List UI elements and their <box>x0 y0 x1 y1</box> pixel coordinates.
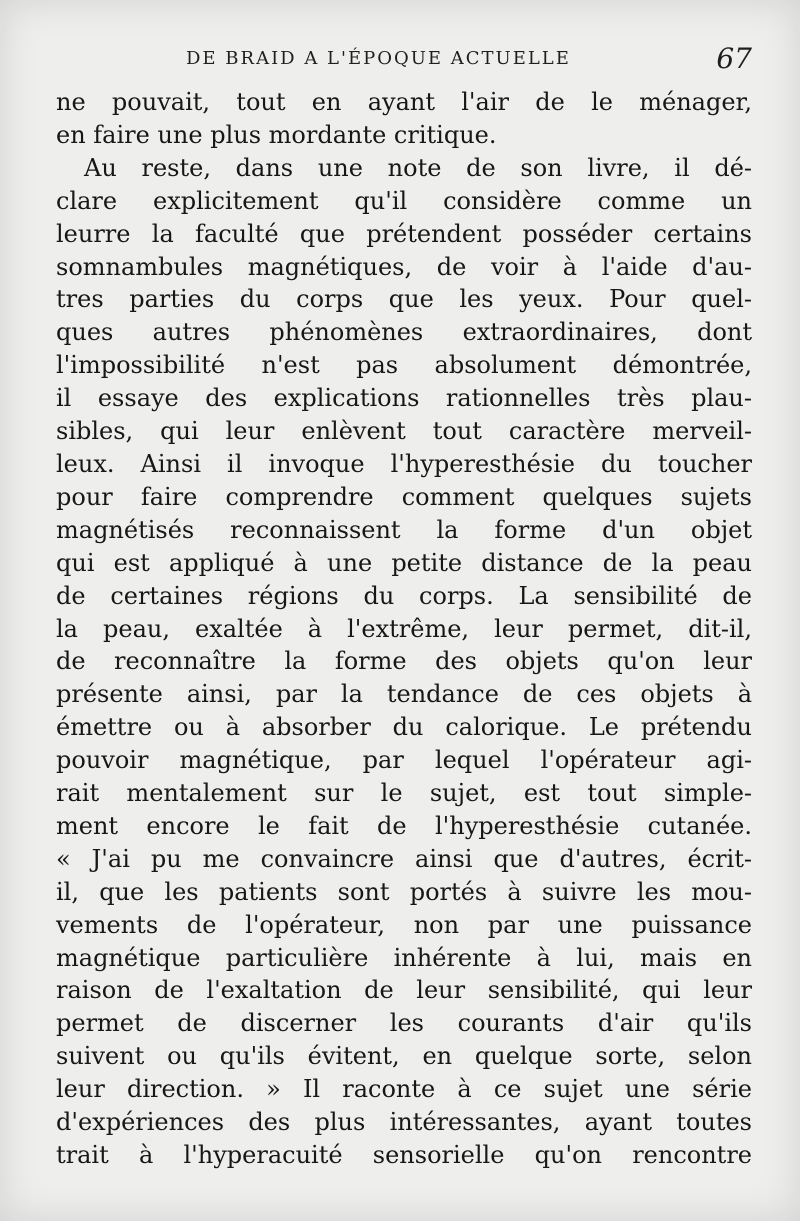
text-line: magnétique particulière inhérente à lui, mais en <box>56 943 752 972</box>
text-line: la peau, exaltée à l'extrême, leur permet, dit-il, <box>56 614 752 643</box>
text-line: de certaines régions du corps. La sensibilité de <box>56 581 752 610</box>
text-line: tres parties du corps que les yeux. Pour quel- <box>56 285 752 314</box>
text-line: en faire une plus mordante critique. <box>56 120 497 149</box>
text-line: ne pouvait, tout en ayant l'air de le ménager, <box>56 88 752 116</box>
text-line: leux. Ainsi il invoque l'hyperesthésie du toucher <box>56 449 752 478</box>
text-line: magnétisés reconnaissent la forme d'un objet <box>56 515 752 544</box>
text-line: l'impossibilité n'est pas absolument démontrée, <box>56 351 752 380</box>
text-line: ques autres phénomènes extraordinaires, dont <box>56 318 752 347</box>
text-line: pour faire comprendre comment quelques sujets <box>56 482 752 511</box>
text-line: « J'ai pu me convaincre ainsi que d'autres, écrit- <box>56 844 752 873</box>
text-line: ment encore le fait de l'hyperesthésie cutanée. <box>56 811 752 840</box>
text-line: il, que les patients sont portés à suivre les mou- <box>56 877 752 906</box>
text-line: présente ainsi, par la tendance de ces objets à <box>56 680 752 709</box>
text-line: leur direction. » Il raconte à ce sujet une série <box>56 1075 752 1104</box>
text-line: d'expériences des plus intéressantes, ayant toutes <box>56 1108 752 1137</box>
page-header <box>56 42 752 76</box>
text-line: leurre la faculté que prétendent posséder certains <box>56 219 752 248</box>
text-line: vements de l'opérateur, non par une puissance <box>56 910 752 939</box>
text-line: raison de l'exaltation de leur sensibilité, qui leur <box>56 976 752 1005</box>
text-line: clare explicitement qu'il considère comme un <box>56 186 752 215</box>
page-number: 67 <box>716 42 752 75</box>
text-line: suivent ou qu'ils évitent, en quelque sorte, selon <box>56 1042 752 1071</box>
text-line: qui est appliqué à une petite distance de la peau <box>56 548 752 577</box>
running-head: DE BRAID A L'ÉPOQUE ACTUELLE <box>186 48 571 69</box>
text-line: somnambules magnétiques, de voir à l'aide d'au- <box>56 252 752 281</box>
body-text <box>56 86 752 1172</box>
text-line: trait à l'hyperacuité sensorielle qu'on rencontre <box>56 1141 752 1169</box>
text-line: émettre ou à absorber du calorique. Le prétendu <box>56 713 752 742</box>
text-line: de reconnaître la forme des objets qu'on leur <box>56 647 752 676</box>
text-line: il essaye des explications rationnelles très plau- <box>56 384 752 413</box>
text-line: Au reste, dans une note de son livre, il dé- <box>84 153 752 182</box>
text-line: permet de discerner les courants d'air qu'ils <box>56 1009 752 1038</box>
text-line: sibles, qui leur enlèvent tout caractère merveil- <box>56 417 752 446</box>
text-line: rait mentalement sur le sujet, est tout simple- <box>56 779 752 808</box>
text-line: pouvoir magnétique, par lequel l'opérateur agi- <box>56 746 752 775</box>
